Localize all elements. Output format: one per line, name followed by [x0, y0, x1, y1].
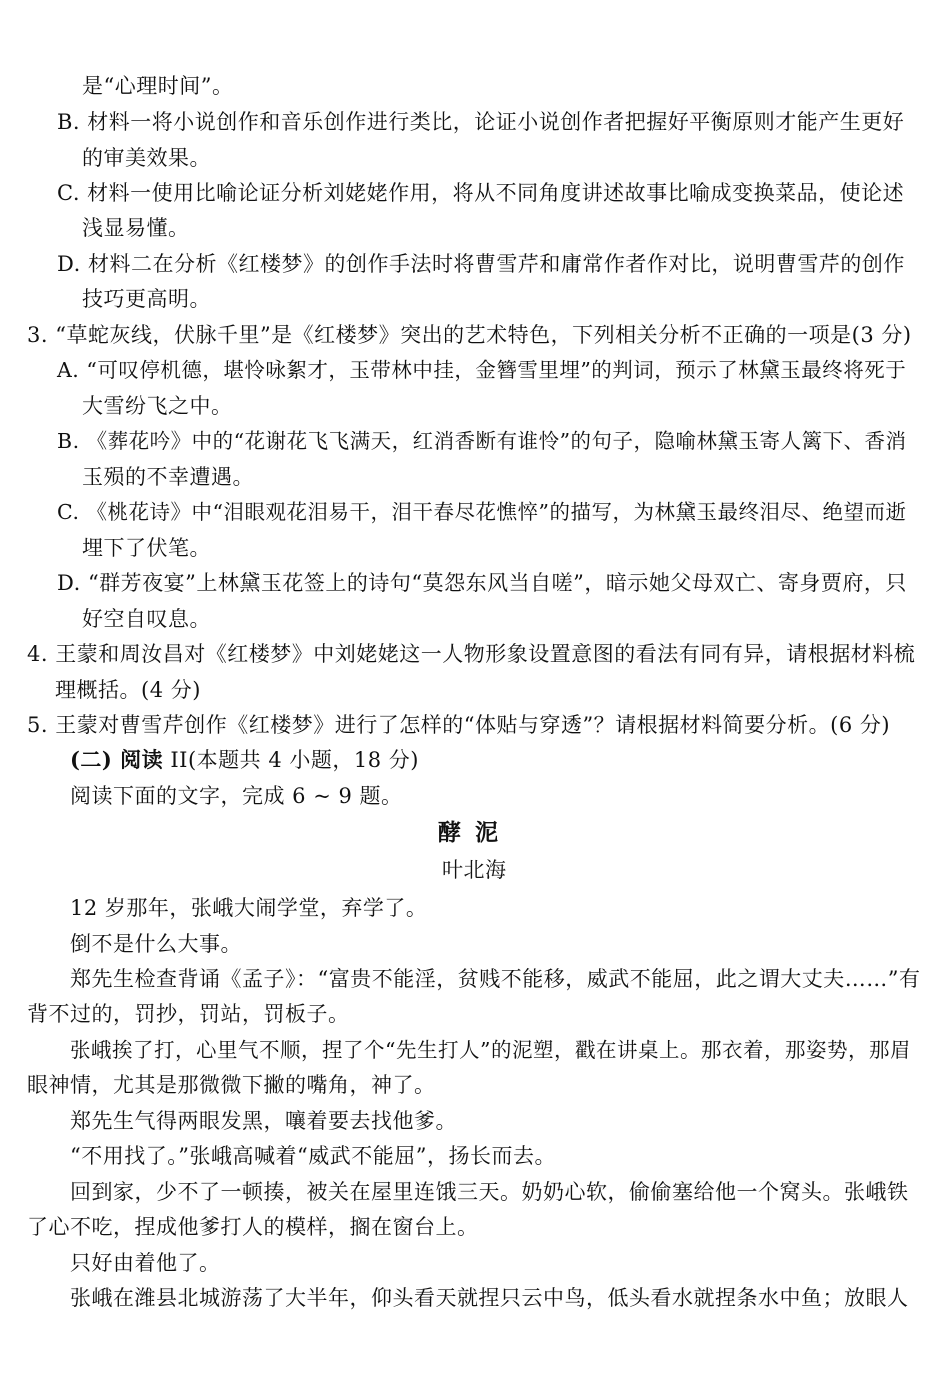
story-paragraph-continued: 眼神情，尤其是那微微下撇的嘴角，神了。: [27, 1073, 436, 1097]
q3-option-a: A. “可叹停机德，堪怜咏絮才，玉带林中挂，金簪雪里埋”的判词，预示了林黛玉最终将死于: [57, 358, 907, 382]
story-paragraph: 郑先生检查背诵《孟子》：“富贵不能淫，贫贱不能移，威武不能屈，此之谓大丈夫……”有: [70, 967, 921, 991]
q2-option-c: C. 材料一使用比喻论证分析刘姥姥作用，将从不同角度讲述故事比喻成变换菜品，使论述: [57, 181, 905, 205]
story-paragraph: 郑先生气得两眼发黑，嚷着要去找他爹。: [70, 1109, 457, 1133]
q3-option-a-continued: 大雪纷飞之中。: [82, 394, 233, 418]
q2-option-d: D. 材料二在分析《红楼梦》的创作手法时将曹雪芹和庸常作者作对比，说明曹雪芹的创作: [57, 252, 905, 276]
story-paragraph-continued: 了心不吃，捏成他爹打人的模样，搁在窗台上。: [27, 1215, 479, 1239]
section-heading-detail: II(本题共 4 小题，18 分): [163, 748, 419, 772]
q3-option-c-continued: 埋下了伏笔。: [82, 536, 211, 560]
q3-stem: 3. “草蛇灰线，伏脉千里”是《红楼梦》突出的艺术特色，下列相关分析不正确的一项是(3 分): [27, 323, 912, 347]
q3-option-b-continued: 玉殒的不幸遭遇。: [82, 465, 254, 489]
q2-option-b-continued: 的审美效果。: [82, 146, 211, 170]
story-paragraph: “不用找了。”张峨高喊着“威武不能屈”，扬长而去。: [70, 1144, 556, 1168]
story-paragraph: 12 岁那年，张峨大闹学堂，弃学了。: [70, 896, 428, 920]
section-instruction: 阅读下面的文字，完成 6 ~ 9 题。: [70, 784, 403, 808]
story-paragraph: 只好由着他了。: [70, 1251, 221, 1275]
story-paragraph: 回到家，少不了一顿揍，被关在屋里连饿三天。奶奶心软，偷偷塞给他一个窝头。张峨铁: [70, 1180, 909, 1204]
story-paragraph: 张峨在潍县北城游荡了大半年，仰头看天就捏只云中鸟，低头看水就捏条水中鱼；放眼人: [70, 1286, 909, 1310]
story-paragraph: 张峨挨了打，心里气不顺，捏了个“先生打人”的泥塑，戳在讲桌上。那衣着，那姿势，那眉: [70, 1038, 911, 1062]
q3-option-d-continued: 好空自叹息。: [82, 607, 211, 631]
section-heading: [70, 745, 419, 775]
q2-option-c-continued: 浅显易懂。: [82, 216, 190, 240]
story-paragraph-continued: 背不过的，罚抄，罚站，罚板子。: [27, 1002, 350, 1026]
story-title: 酵泥: [438, 819, 512, 846]
q4-stem: 4. 王蒙和周汝昌对《红楼梦》中刘姥姥这一人物形象设置意图的看法有同有异，请根据材料梳: [27, 642, 916, 666]
q3-option-c: C. 《桃花诗》中“泪眼观花泪易干，泪干春尽花憔悴”的描写，为林黛玉最终泪尽、绝望而逝: [57, 500, 907, 524]
section-heading-label: (二) 阅读: [70, 747, 164, 772]
q2-option-a-continued: 是“心理时间”。: [82, 74, 234, 98]
story-paragraph: 倒不是什么大事。: [70, 932, 242, 956]
q3-option-b: B. 《葬花吟》中的“花谢花飞飞满天，红消香断有谁怜”的句子，隐喻林黛玉寄人篱下、香消: [57, 429, 907, 453]
q4-stem-continued: 理概括。(4 分): [55, 678, 201, 702]
q3-option-d: D. “群芳夜宴”上林黛玉花签上的诗句“莫怨东风当自嗟”，暗示她父母双亡、寄身贾府，只: [57, 571, 907, 595]
q2-option-d-continued: 技巧更高明。: [82, 287, 211, 311]
q2-option-b: B. 材料一将小说创作和音乐创作进行类比，论证小说创作者把握好平衡原则才能产生更好: [57, 110, 905, 134]
story-author: 叶北海: [442, 858, 507, 882]
q5-stem: 5. 王蒙对曹雪芹创作《红楼梦》进行了怎样的“体贴与穿透”？请根据材料简要分析。(6 分): [27, 713, 891, 737]
